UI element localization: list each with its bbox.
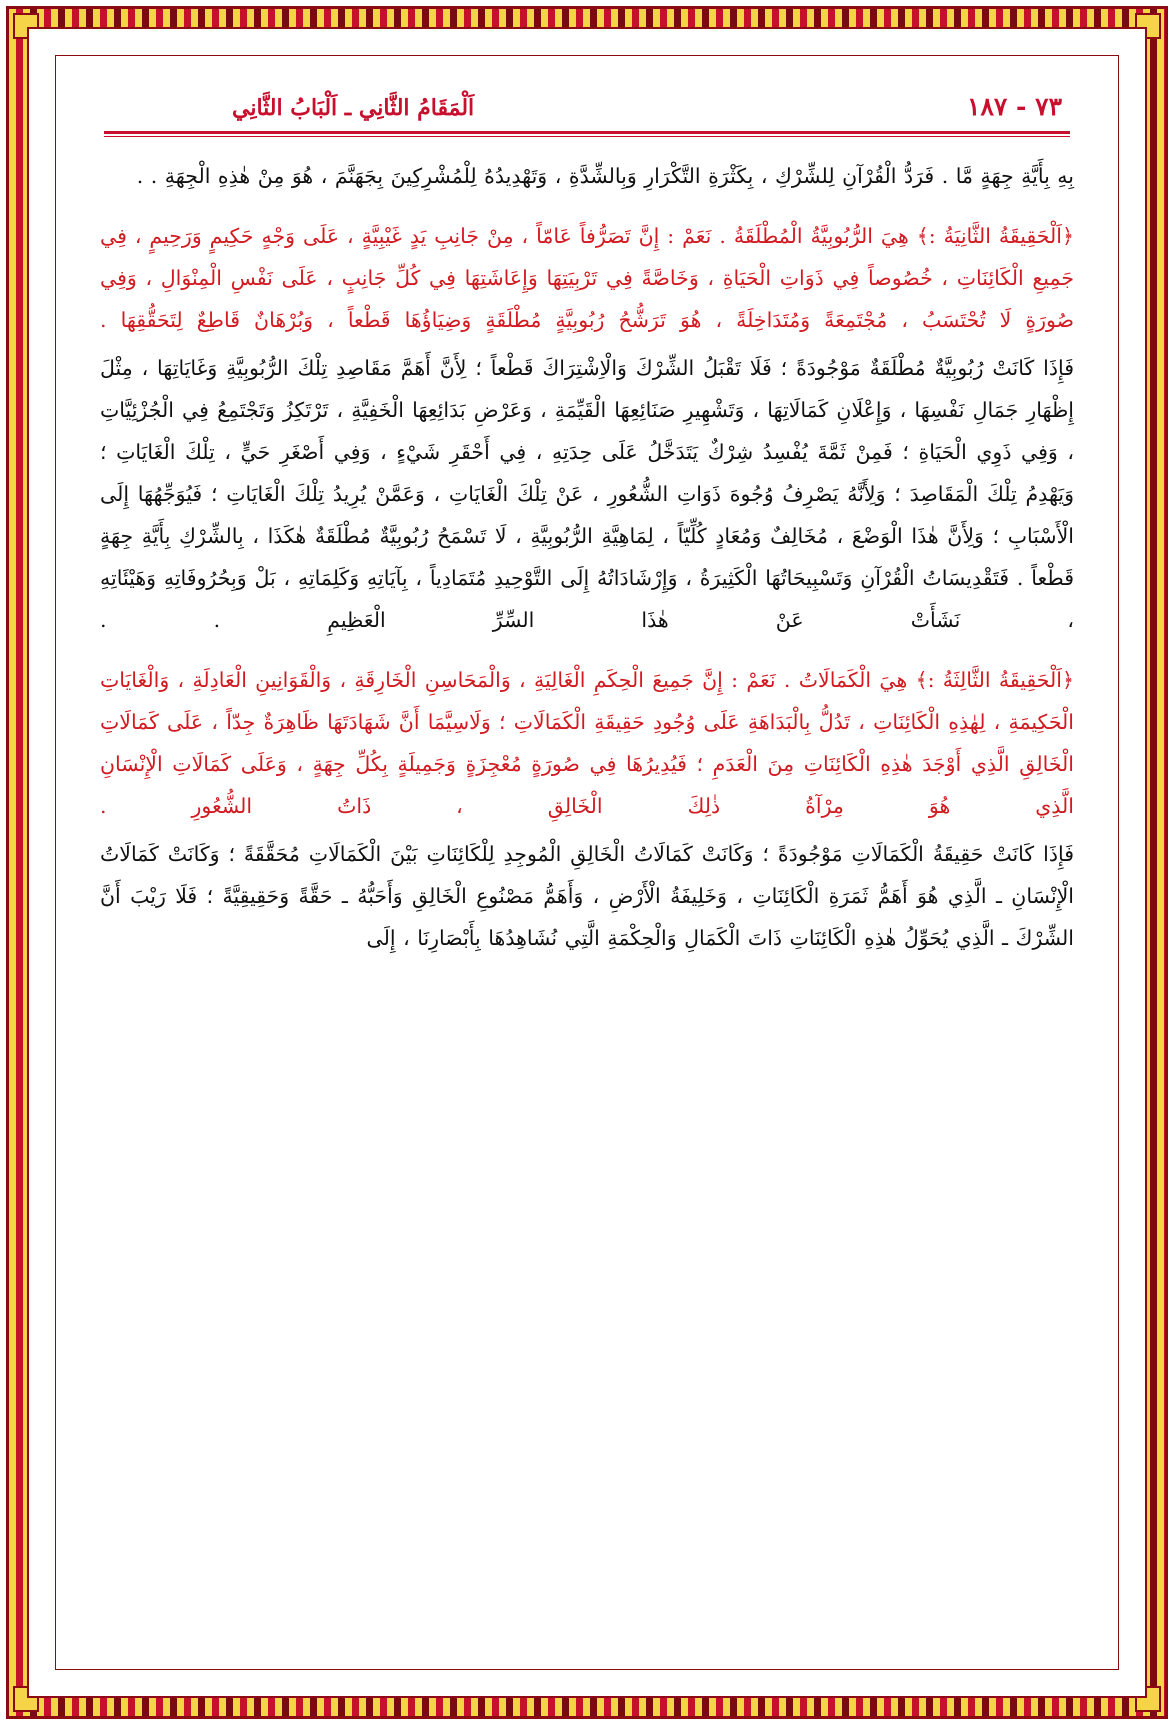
body-text	[100, 155, 1074, 959]
paragraph-second-truth: ﴿اَلْحَقِيقَةُ الثَّانِيَةُ :﴾ هِيَ الرُّبُوبِيَّةُ الْمُطْلَقَةُ . نَعَمْ : إِنَّ تَصَرُّفاً عَامّاً ، مِنْ جَانِبِ يَدٍ غَيْبِيَّةٍ ، عَلَى وَجْهٍ حَكِيمٍ وَرَحِيمٍ ، فِي جَمِيعِ الْكَائِنَاتِ ، خُصُوصاً فِي ذَوَاتِ الْحَيَاةِ ، وَخَاصَّةً فِي تَرْبِيَتِهَا وَإِعَاشَتِهَا فِي كُلِّ جَانِبٍ ، عَلَى نَفْسِ الْمِنْوَالِ ، وَفِي صُورَةٍ لَا تُحْتَسَبُ ، مُجْتَمِعَةً وَمُتَدَاخِلَةً ، هُوَ تَرَشُّحُ رُبُوبِيَّةٍ مُطْلَقَةٍ وَضِيَاؤُهَا قَطْعاً ، وَبُرْهَانٌ قَاطِعٌ لِتَحَقُّقِهَا .	[100, 224, 1074, 332]
header-divider-thin	[104, 136, 1070, 137]
header-divider	[100, 131, 1074, 137]
paragraph-third-truth-explanation: فَإِذَا كَانَتْ حَقِيقَةُ الْكَمَالَاتِ مَوْجُودَةً ؛ وَكَانَتْ كَمَالَاتُ الْخَالِقِ الْمُوجِدِ لِلْكَائِنَاتِ بَيْنَ الْكَمَالَاتِ مُحَقَّقَةً ؛ وَكَانَتْ كَمَالَاتُ الْإِنْسَانِ ـ الَّذِي هُوَ أَهَمُّ ثَمَرَةِ الْكَائِنَاتِ ، وَخَلِيفَةُ الْأَرْضِ ، وَأَهَمُّ مَصْنُوعِ الْخَالِقِ وَأَحَبُّهُ ـ حَقَّةً وَحَقِيقِيَّةً ؛ فَلَا رَيْبَ أَنَّ الشِّرْكَ ـ الَّذِي يُحَوِّلُ هٰذِهِ الْكَائِنَاتِ ذَاتَ الْكَمَالِ وَالْحِكْمَةِ الَّتِي نُشَاهِدُهَا بِأَبْصَارِنَا ، إِلَى	[100, 842, 1074, 950]
page-title: اَلْمَقَامُ الثَّانِي ـ اَلْبَابُ الثَّانِي	[232, 95, 475, 121]
page-number: ٧٣ - ١٨٧	[967, 92, 1062, 121]
ornamental-border-outer	[6, 6, 1168, 1719]
paragraph-third-truth: ﴿اَلْحَقِيقَةُ الثَّالِثَةُ :﴾ هِيَ الْكَمَالَاتُ . نَعَمْ : إِنَّ جَمِيعَ الْحِكَمِ الْغَالِيَةِ ، وَالْمَحَاسِنِ الْخَارِقَةِ ، وَالْقَوَانِينِ الْعَادِلَةِ ، وَالْغَايَاتِ الْحَكِيمَةِ ، لِهٰذِهِ الْكَائِنَاتِ ، تَدُلُّ بِالْبَدَاهَةِ عَلَى وُجُودِ حَقِيقَةِ الْكَمَالَاتِ ؛ وَلَاسِيَّمَا أَنَّ شَهَادَتَهَا ظَاهِرَةٌ جِدّاً ، عَلَى كَمَالَاتِ الْخَالِقِ الَّذِي أَوْجَدَ هٰذِهِ الْكَائِنَاتِ مِنَ الْعَدَمِ ؛ فَيُدِيرُهَا فِي صُورَةٍ مُعْجِزَةٍ وَجَمِيلَةٍ بِكُلِّ جِهَةٍ ، وَعَلَى كَمَالَاتِ الْإِنْسَانِ الَّذِي هُوَ مِرْآةُ ذٰلِكَ الْخَالِقِ ، ذَاتُ الشُّعُورِ .	[100, 668, 1074, 818]
page-header	[100, 92, 1074, 121]
ornamental-border-inner	[55, 55, 1119, 1670]
header-divider-thick	[104, 131, 1070, 134]
page-content	[56, 56, 1118, 1669]
ornamental-border-middle	[27, 27, 1147, 1698]
paragraph-second-truth-explanation: فَإِذَا كَانَتْ رُبُوبِيَّةٌ مُطْلَقَةٌ مَوْجُودَةً ؛ فَلَا تَقْبَلُ الشِّرْكَ وَالْاِشْتِرَاكَ قَطْعاً ؛ لِأَنَّ أَهَمَّ مَقَاصِدِ تِلْكَ الرُّبُوبِيَّةِ وَغَايَاتِهَا ، مِثْلَ إِظْهَارِ جَمَالِ نَفْسِهَا ، وَإِعْلَانِ كَمَالَاتِهَا ، وَتَشْهِيرِ صَنَائِعِهَا الْقَيِّمَةِ ، وَعَرْضِ بَدَائِعِهَا الْخَفِيَّةِ ، تَرْتَكِزُ وَتَجْتَمِعُ فِي الْجُزْئِيَّاتِ ، وَفِي ذَوِي الْحَيَاةِ ؛ فَمِنْ ثَمَّةَ يُفْسِدُ شِرْكٌ يَتَدَخَّلُ عَلَى حِدَتِهِ ، فِي أَحْقَرِ شَيْءٍ ، وَفِي أَصْغَرِ حَيٍّ ، تِلْكَ الْغَايَاتِ ؛ وَيَهْدِمُ تِلْكَ الْمَقَاصِدَ ؛ وَلِأَنَّهُ يَصْرِفُ وُجُوهَ ذَوَاتِ الشُّعُورِ ، عَنْ تِلْكَ الْغَايَاتِ ، وَعَمَّنْ يُرِيدُ تِلْكَ الْغَايَاتِ ؛ فَيُوَجِّهُهَا إِلَى الْأَسْبَابِ ؛ وَلِأَنَّ هٰذَا الْوَضْعَ ، مُخَالِفٌ وَمُعَادٍ كُلِّيّاً ، لِمَاهِيَّةِ الرُّبُوبِيَّةِ ، لَا تَسْمَحُ رُبُوبِيَّةٌ مُطْلَقَةٌ هٰكَذَا ، بِالشِّرْكِ بِأَيَّةِ جِهَةٍ قَطْعاً . فَتَقْدِيسَاتُ الْقُرْآنِ وَتَسْبِيحَاتُهَا الْكَثِيرَةُ ، وَإِرْشَادَاتُهُ إِلَى التَّوْحِيدِ مُتَمَادِياً ، بِآيَاتِهِ وَكَلِمَاتِهِ ، بَلْ وَبِحُرُوفَاتِهِ وَهَيْئَاتِهِ ، نَشَأَتْ عَنْ هٰذَا السِّرِّ الْعَظِيمِ . .	[100, 356, 1074, 632]
paragraph-continuation: بِهِ بِأَيَّةِ جِهَةٍ مَّا . فَرَدُّ الْقُرْآنِ لِلشِّرْكِ ، بِكَثْرَةِ التَّكْرَارِ وَبِالشِّدَّةِ ، وَتَهْدِيدُهُ لِلْمُشْرِكِينَ بِجَهَنَّمَ ، هُوَ مِنْ هٰذِهِ الْجِهَةِ . .	[136, 164, 1074, 188]
